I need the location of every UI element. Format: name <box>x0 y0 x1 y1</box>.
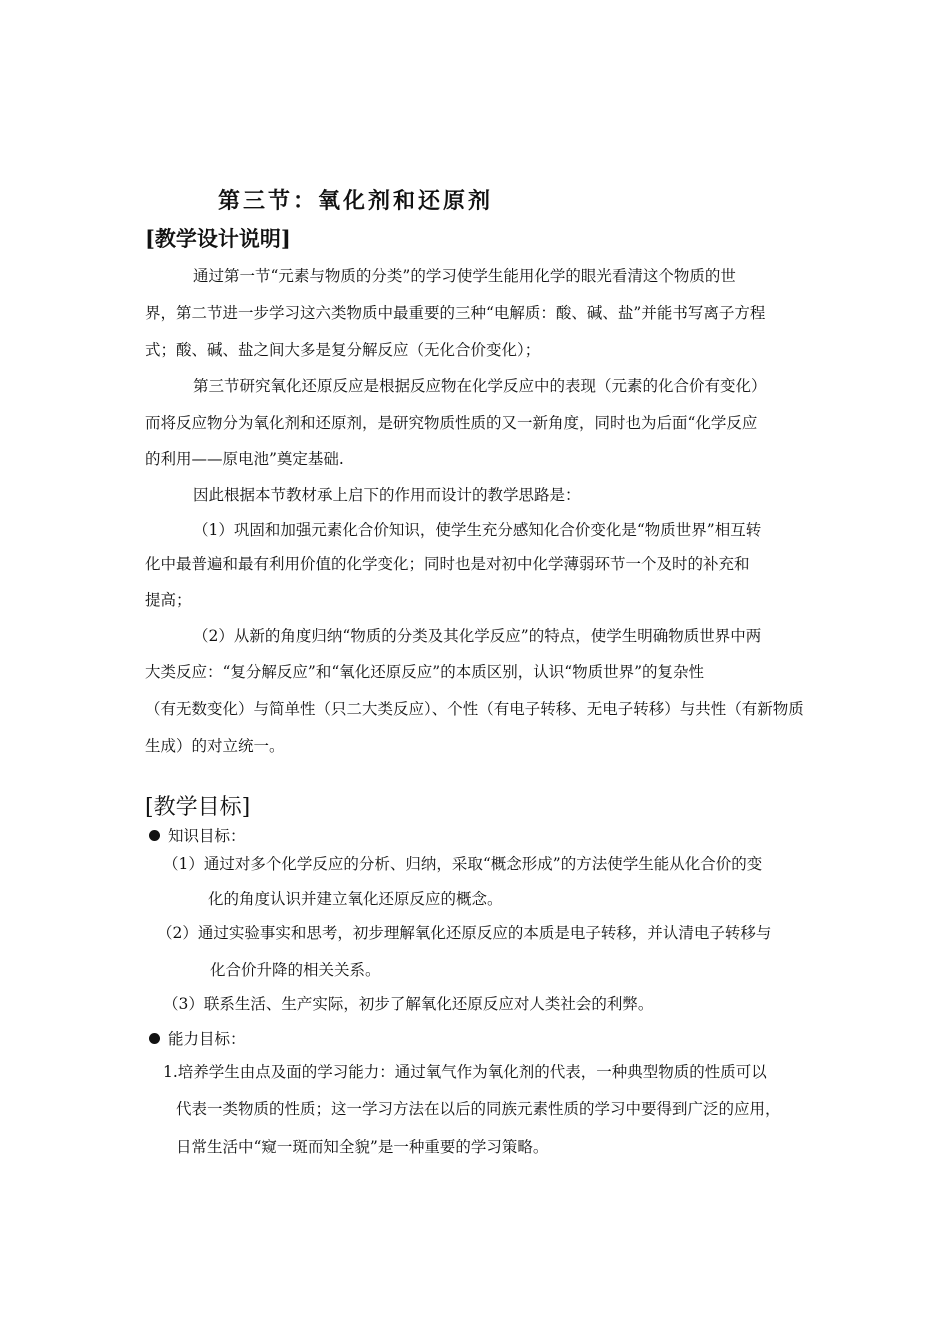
knowledge-line: 化合价升降的相关关系。 <box>210 961 381 979</box>
knowledge-line: （3）联系生活、生产实际，初步了解氧化还原反应对人类社会的利弊。 <box>163 995 654 1013</box>
design-line: 大类反应：“复分解反应”和“氧化还原反应”的本质区别，认识“物质世界”的复杂性 <box>145 663 705 681</box>
design-line: 通过第一节“元素与物质的分类”的学习使学生能用化学的眼光看清这个物质的世 <box>193 267 736 285</box>
knowledge-line: 化的角度认识并建立氧化还原反应的概念。 <box>208 890 503 908</box>
design-heading: [教学设计说明] <box>145 226 291 251</box>
ability-line: 日常生活中“窥一斑而知全貌”是一种重要的学习策略。 <box>176 1138 549 1156</box>
design-line: 的利用——原电池”奠定基础. <box>145 450 344 468</box>
design-line: （1）巩固和加强元素化合价知识，使学生充分感知化合价变化是“物质世界”相互转 <box>193 521 762 539</box>
knowledge-goals-label: 知识目标： <box>168 827 246 845</box>
ability-goals-label: 能力目标： <box>168 1030 246 1048</box>
bullet-icon <box>149 1033 160 1044</box>
design-line: 化中最普遍和最有利用价值的化学变化；同时也是对初中化学薄弱环节一个及时的补充和 <box>145 555 750 573</box>
design-line: （2）从新的角度归纳“物质的分类及其化学反应”的特点，使学生明确物质世界中两 <box>193 627 762 645</box>
ability-line: 代表一类物质的性质；这一学习方法在以后的同族元素性质的学习中要得到广泛的应用， <box>176 1100 781 1118</box>
knowledge-goals-item <box>149 824 246 846</box>
design-line: （有无数变化）与简单性（只二大类反应）、个性（有电子转移、无电子转移）与共性（有新物质 <box>145 700 804 718</box>
design-line: 界，第二节进一步学习这六类物质中最重要的三种“电解质：酸、碱、盐”并能书写离子方程 <box>145 304 766 322</box>
section-title: 第三节：氧化剂和还原剂 <box>218 188 494 214</box>
design-line: 提高； <box>145 591 192 609</box>
ability-line: 1.培养学生由点及面的学习能力：通过氧气作为氧化剂的代表，一种典型物质的性质可以 <box>163 1063 767 1081</box>
design-line: 生成）的对立统一。 <box>145 737 285 755</box>
goals-heading: [教学目标] <box>145 795 251 820</box>
ability-goals-item <box>149 1027 246 1049</box>
knowledge-line: （2）通过实验事实和思考，初步理解氧化还原反应的本质是电子转移，并认清电子转移与 <box>157 924 772 942</box>
knowledge-line: （1）通过对多个化学反应的分析、归纳，采取“概念形成”的方法使学生能从化合价的变 <box>163 855 763 873</box>
design-line: 而将反应物分为氧化剂和还原剂，是研究物质性质的又一新角度，同时也为后面“化学反应 <box>145 414 758 432</box>
design-line: 式；酸、碱、盐之间大多是复分解反应（无化合价变化）； <box>145 341 541 359</box>
bullet-icon <box>149 830 160 841</box>
design-line: 第三节研究氧化还原反应是根据反应物在化学反应中的表现（元素的化合价有变化） <box>193 377 767 395</box>
design-line: 因此根据本节教材承上启下的作用而设计的教学思路是： <box>193 486 581 504</box>
